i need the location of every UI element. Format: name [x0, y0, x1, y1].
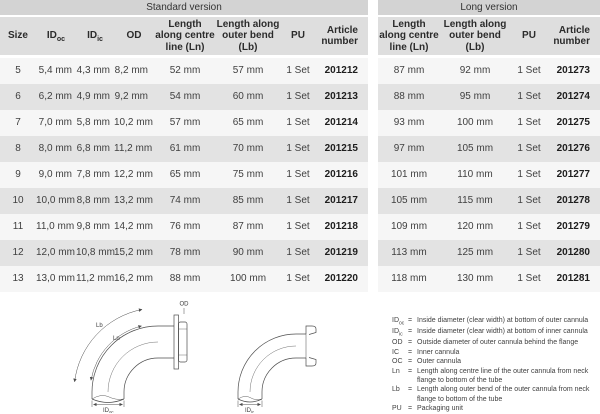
- cell-article-number: 201219: [324, 247, 358, 258]
- legend-term: PU: [392, 405, 402, 413]
- cell-od: 16,2 mm: [114, 273, 153, 284]
- cell-pu: 1 Set: [286, 195, 310, 206]
- cell-length-bend: 105 mm: [456, 143, 494, 154]
- col-header-length-centre-long: Length along centre line (Ln): [379, 18, 439, 53]
- cell-id-oc: 9,0 mm: [38, 169, 72, 180]
- cell-pu: 1 Set: [286, 65, 310, 76]
- legend-row: [392, 338, 596, 347]
- cell-id-ic: 9,8 mm: [76, 221, 110, 232]
- cell-od: 8,2 mm: [114, 65, 148, 76]
- cell-id-oc: 11,0 mm: [36, 221, 75, 232]
- cell-id-ic: 10,8 mm: [76, 247, 115, 258]
- cell-id-ic: 11,2 mm: [76, 273, 115, 284]
- cell-pu: 1 Set: [517, 65, 541, 76]
- table-row: [378, 214, 600, 240]
- legend-definition: Packaging unit: [417, 405, 463, 413]
- legend-term: OC: [392, 358, 403, 366]
- cell-size: 11: [12, 221, 24, 232]
- cell-size: 7: [15, 117, 21, 128]
- cell-id-oc: 6,2 mm: [38, 91, 72, 102]
- col-header-od: OD: [126, 30, 142, 42]
- col-header-size: Size: [7, 30, 28, 42]
- table-row: [378, 188, 600, 214]
- cell-length-bend: 125 mm: [456, 247, 494, 258]
- legend-row: [392, 316, 596, 327]
- cell-length-bend: 87 mm: [232, 221, 264, 232]
- id-ic-dimension-label: $ID_{ic}$: [245, 408, 255, 413]
- cell-size: 9: [15, 169, 21, 180]
- ln-dimension-label: Ln: [113, 336, 120, 342]
- table-row: [378, 84, 600, 110]
- cell-length-centre: 74 mm: [169, 195, 201, 206]
- legend-definition: Outer cannula: [417, 358, 461, 366]
- cell-length-bend: 85 mm: [232, 195, 264, 206]
- cell-length-centre: 93 mm: [393, 117, 425, 128]
- cell-pu: 1 Set: [286, 273, 310, 284]
- cell-article-number: 201218: [324, 221, 358, 232]
- legend-row: [392, 367, 596, 386]
- table-row: [378, 110, 600, 136]
- cell-od: 9,2 mm: [114, 91, 148, 102]
- col-header-length-centre: Length along centre line (Ln): [155, 18, 215, 53]
- cell-length-bend: 75 mm: [232, 169, 264, 180]
- table-row: [0, 136, 368, 162]
- cell-article-number: 201277: [556, 169, 590, 180]
- legend-equals: =: [408, 328, 413, 336]
- cell-pu: 1 Set: [517, 91, 541, 102]
- cell-article-number: 201217: [324, 195, 358, 206]
- long-header-row: [378, 17, 600, 55]
- cell-length-bend: 95 mm: [459, 91, 491, 102]
- cell-pu: 1 Set: [517, 273, 541, 284]
- cell-id-ic: 6,8 mm: [76, 143, 110, 154]
- table-row: [378, 136, 600, 162]
- legend-equals: =: [408, 386, 413, 394]
- cell-size: 5: [15, 65, 21, 76]
- col-header-article: Article number: [321, 24, 358, 47]
- cell-article-number: 201220: [324, 273, 358, 284]
- cell-pu: 1 Set: [517, 195, 541, 206]
- cell-length-centre: 61 mm: [169, 143, 201, 154]
- id-oc-dimension-label: $ID_{oc}$: [103, 408, 114, 413]
- cell-pu: 1 Set: [286, 91, 310, 102]
- cell-length-centre: 88 mm: [393, 91, 425, 102]
- legend-term: Ln: [392, 367, 400, 375]
- cell-pu: 1 Set: [517, 143, 541, 154]
- legend-definition: Length along outer bend of the outer cannula from neck flange to bottom of the tube: [417, 386, 590, 403]
- legend-row: [392, 385, 596, 404]
- cell-size: 6: [15, 91, 21, 102]
- cell-id-oc: 5,4 mm: [38, 65, 72, 76]
- legend-term: OD: [392, 339, 403, 347]
- cell-id-oc: 13,0 mm: [36, 273, 75, 284]
- cell-pu: 1 Set: [286, 143, 310, 154]
- cell-length-centre: 113 mm: [391, 247, 427, 258]
- long-version-table: [378, 0, 600, 292]
- table-row: [0, 84, 368, 110]
- cell-length-bend: 120 mm: [456, 221, 494, 232]
- legend-row: [392, 404, 596, 413]
- od-dimension-label: OD: [179, 301, 189, 308]
- cell-pu: 1 Set: [286, 221, 310, 232]
- cell-size: 10: [12, 195, 24, 206]
- lb-dimension-label: Lb: [96, 323, 103, 329]
- cell-length-centre: 78 mm: [169, 247, 201, 258]
- cell-id-oc: 10,0 mm: [36, 195, 75, 206]
- cell-size: 8: [15, 143, 21, 154]
- table-row: [378, 162, 600, 188]
- cell-article-number: 201281: [556, 273, 590, 284]
- col-header-pu: PU: [291, 30, 305, 42]
- outer-cannula-drawing: [75, 308, 187, 407]
- legend-equals: =: [408, 317, 413, 324]
- cell-length-centre: 118 mm: [391, 273, 427, 284]
- table-row: [0, 214, 368, 240]
- cell-id-ic: 4,9 mm: [76, 91, 110, 102]
- cell-length-centre: 101 mm: [390, 169, 428, 180]
- cell-length-centre: 54 mm: [169, 91, 201, 102]
- table-row: [0, 266, 368, 292]
- col-header-article-long: Article number: [553, 24, 590, 47]
- col-header-length-bend-long: Length along outer bend (Lb): [443, 18, 507, 53]
- cell-article-number: 201214: [324, 117, 358, 128]
- standard-version-title: Standard version: [0, 0, 368, 15]
- legend-row: [392, 327, 596, 338]
- long-table-body: [378, 58, 600, 292]
- cell-length-bend: 115 mm: [457, 195, 493, 206]
- standard-header-row: [0, 17, 368, 55]
- cannula-technical-drawing: [0, 296, 390, 413]
- cell-pu: 1 Set: [286, 117, 310, 128]
- standard-version-table: [0, 0, 368, 292]
- cell-article-number: 201212: [324, 65, 358, 76]
- legend-definition: Length along centre line of the outer cannula from neck flange to bottom of the tube: [417, 367, 589, 385]
- cell-size: 12: [12, 247, 24, 258]
- legend-equals: =: [408, 405, 413, 413]
- cell-length-centre: 57 mm: [169, 117, 201, 128]
- cell-length-centre: 87 mm: [393, 65, 425, 76]
- cell-od: 10,2 mm: [114, 117, 153, 128]
- cell-id-oc: 7,0 mm: [38, 117, 72, 128]
- cell-article-number: 201216: [324, 169, 358, 180]
- legend-row: [392, 357, 596, 366]
- legend-equals: =: [408, 339, 413, 347]
- col-header-length-bend: Length along outer bend (Lb): [216, 18, 280, 53]
- legend-definition: Inside diameter (clear width) at bottom of inner cannula: [417, 328, 588, 336]
- cell-article-number: 201280: [556, 247, 590, 258]
- cell-od: 14,2 mm: [114, 221, 153, 232]
- cell-od: 12,2 mm: [114, 169, 153, 180]
- cell-length-centre: 65 mm: [169, 169, 201, 180]
- cell-id-oc: 12,0 mm: [36, 247, 75, 258]
- cell-pu: 1 Set: [517, 247, 541, 258]
- cell-id-ic: 4,3 mm: [76, 65, 110, 76]
- legend-term: IC: [392, 348, 399, 356]
- col-header-id-oc: $ID_{oc}$: [46, 29, 66, 43]
- cell-length-bend: 70 mm: [232, 143, 264, 154]
- cell-od: 15,2 mm: [114, 247, 153, 258]
- cell-article-number: 201215: [324, 143, 358, 154]
- cell-id-oc: 8,0 mm: [38, 143, 72, 154]
- cell-id-ic: 5,8 mm: [76, 117, 110, 128]
- cell-article-number: 201275: [556, 117, 590, 128]
- cell-pu: 1 Set: [517, 169, 541, 180]
- table-row: [0, 188, 368, 214]
- cell-length-bend: 60 mm: [232, 91, 264, 102]
- cell-length-bend: 110 mm: [457, 169, 493, 180]
- cell-article-number: 201279: [556, 221, 590, 232]
- cell-length-bend: 100 mm: [229, 273, 267, 284]
- cell-length-centre: 97 mm: [393, 143, 425, 154]
- cell-article-number: 201276: [556, 143, 590, 154]
- table-row: [378, 58, 600, 84]
- table-row: [0, 240, 368, 266]
- table-row: [378, 266, 600, 292]
- cell-length-bend: 65 mm: [232, 117, 264, 128]
- cell-size: 13: [12, 273, 24, 284]
- cell-length-bend: 130 mm: [456, 273, 494, 284]
- cell-length-bend: 90 mm: [232, 247, 264, 258]
- cell-length-bend: 92 mm: [459, 65, 491, 76]
- cell-length-centre: 88 mm: [169, 273, 201, 284]
- legend-term: $ID_{oc}$: [392, 317, 405, 327]
- legend-row: [392, 348, 596, 357]
- cell-length-bend: 100 mm: [456, 117, 494, 128]
- cell-pu: 1 Set: [517, 221, 541, 232]
- long-version-title: Long version: [378, 0, 600, 15]
- cell-article-number: 201274: [556, 91, 590, 102]
- legend-equals: =: [408, 367, 413, 375]
- table-row: [0, 162, 368, 188]
- legend-definition: Inside diameter (clear width) at bottom of outer cannula: [417, 317, 589, 324]
- cell-od: 13,2 mm: [114, 195, 153, 206]
- cell-id-ic: 7,8 mm: [76, 169, 110, 180]
- table-row: [378, 240, 600, 266]
- col-header-id-ic: $ID_{ic}$: [87, 29, 103, 43]
- inner-cannula-drawing: [238, 326, 316, 407]
- col-header-pu-long: PU: [522, 30, 536, 42]
- cell-length-centre: 76 mm: [169, 221, 201, 232]
- table-row: [0, 58, 368, 84]
- cell-article-number: 201278: [556, 195, 590, 206]
- legend-term: $ID_{ic}$: [392, 328, 403, 338]
- standard-table-body: [0, 58, 368, 292]
- legend-definition: Inner cannula: [417, 348, 460, 356]
- cell-id-ic: 8,8 mm: [76, 195, 110, 206]
- legend-term: Lb: [392, 386, 400, 394]
- cell-article-number: 201273: [556, 65, 590, 76]
- abbreviation-legend: [392, 316, 596, 414]
- legend-equals: =: [408, 358, 413, 366]
- cell-od: 11,2 mm: [114, 143, 153, 154]
- cell-pu: 1 Set: [286, 247, 310, 258]
- cell-length-centre: 109 mm: [390, 221, 428, 232]
- cell-article-number: 201213: [324, 91, 358, 102]
- cell-length-centre: 52 mm: [169, 65, 201, 76]
- table-row: [0, 110, 368, 136]
- cell-length-centre: 105 mm: [390, 195, 428, 206]
- cell-pu: 1 Set: [286, 169, 310, 180]
- legend-definition: Outside diameter of outer cannula behind the flange: [417, 339, 579, 347]
- legend-equals: =: [408, 348, 413, 356]
- cell-pu: 1 Set: [517, 117, 541, 128]
- cell-length-bend: 57 mm: [232, 65, 264, 76]
